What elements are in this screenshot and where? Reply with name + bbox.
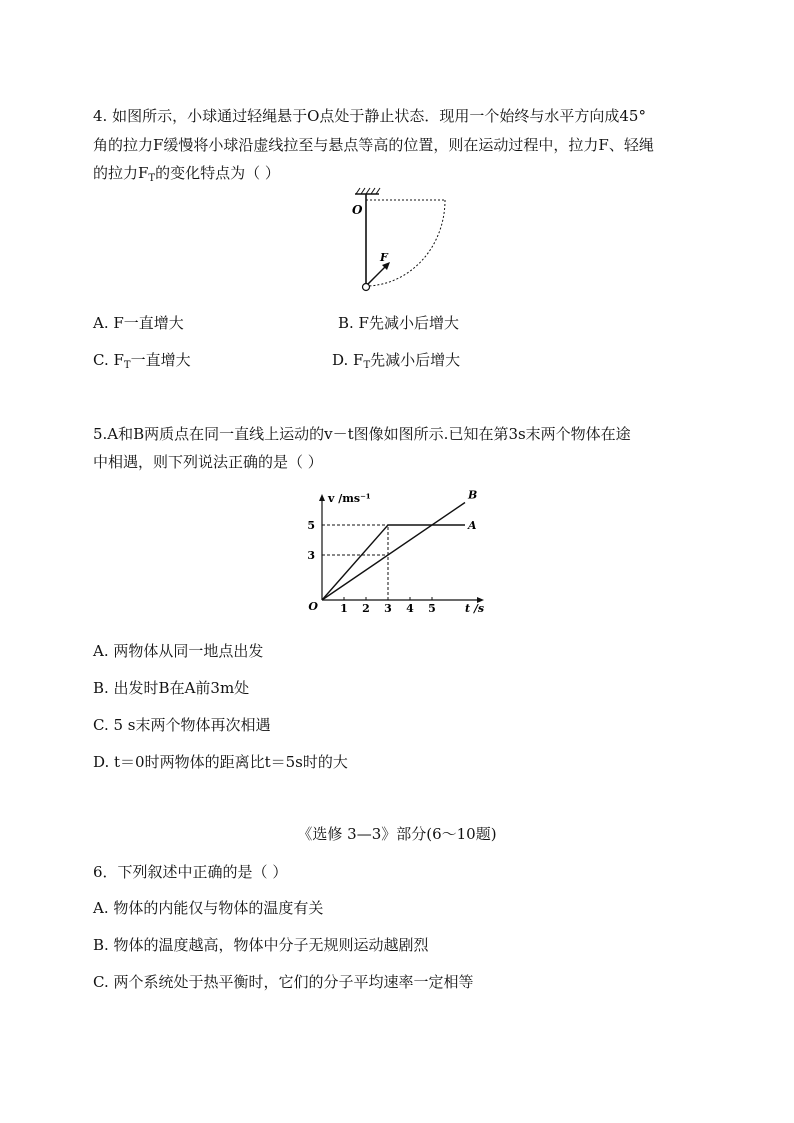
pendulum-figure (335, 186, 465, 298)
section-title: 《选修 3—3》部分(6～10题) (297, 825, 497, 843)
ball (363, 284, 370, 291)
y-axis-label: v /ms⁻¹ (328, 492, 371, 505)
origin-label: O (308, 600, 318, 613)
q5-option-c: C. 5 s末两个物体再次相遇 (93, 716, 271, 734)
series-a-label: A (468, 519, 477, 532)
x-tick-label-4: 4 (406, 602, 414, 615)
q6-option-a: A. 物体的内能仅与物体的温度有关 (93, 899, 324, 917)
y-tick-label-3: 3 (307, 549, 315, 562)
q5-option-a: A. 两物体从同一地点出发 (93, 642, 264, 660)
q4-stem-line-1: 4. 如图所示，小球通过轻绳悬于O点处于静止状态．现用一个始终与水平方向成45° (93, 107, 646, 125)
q5-option-b: B. 出发时B在A前3m处 (93, 679, 250, 697)
q4-stem-line-2: 角的拉力F缓慢将小球沿虚线拉至与悬点等高的位置，则在运动过程中，拉力F、轻绳 (93, 136, 654, 154)
x-tick-label-2: 2 (362, 602, 370, 615)
point-o-label: O (352, 203, 363, 217)
series-a-line (322, 525, 465, 600)
x-tick-label-5: 5 (428, 602, 436, 615)
q5-stem-line-1: 5.A和B两质点在同一直线上运动的v－t图像如图所示.已知在第3s末两个物体在途 (93, 425, 631, 443)
q6-stem: 6．下列叙述中正确的是（ ） (93, 863, 288, 881)
q4-option-c: C. $F_T$一直增大 (93, 351, 191, 371)
q4-option-d: D. $F_T$先减小后增大 (332, 351, 461, 371)
ceiling-hatch (356, 188, 380, 194)
q4-option-a: A. F一直增大 (93, 314, 184, 332)
x-tick-label-3: 3 (384, 602, 392, 615)
q4-stem-line-3: 的拉力$F_T$的变化特点为（ ） (93, 164, 280, 184)
y-axis-arrow (319, 494, 325, 501)
force-arrow (368, 265, 387, 284)
series-b-line (322, 503, 465, 601)
vt-chart (300, 478, 500, 618)
series-b-label: B (468, 488, 478, 502)
x-tick-label-1: 1 (340, 602, 348, 615)
q6-option-c: C. 两个系统处于热平衡时，它们的分子平均速率一定相等 (93, 973, 474, 991)
q4-option-b: B. F先减小后增大 (338, 314, 459, 332)
x-axis-label: t /s (465, 602, 485, 615)
q6-option-b: B. 物体的温度越高，物体中分子无规则运动越剧烈 (93, 936, 429, 954)
force-f-label: F (380, 251, 388, 264)
y-tick-label-5: 5 (307, 519, 315, 532)
q5-option-d: D. t＝0时两物体的距离比t＝5s时的大 (93, 753, 348, 771)
q5-stem-line-2: 中相遇，则下列说法正确的是（ ） (93, 453, 323, 471)
